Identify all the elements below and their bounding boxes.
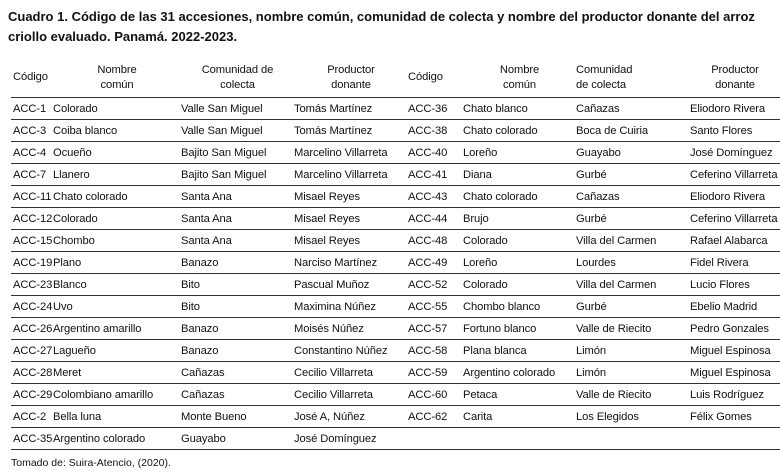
cell-productor: Narciso Martínez — [294, 252, 408, 274]
cell-codigo-right: ACC-58 — [408, 340, 463, 362]
cell-nombre-right: Plana blanca — [463, 340, 576, 362]
table-row — [11, 406, 780, 428]
cell-productor-right: Fidel Rivera — [690, 252, 780, 274]
cell-nombre: Argentino colorado — [53, 428, 181, 450]
cell-productor-right: Félix Gomes — [690, 406, 780, 428]
cell-comunidad-right: Gurbé — [576, 164, 690, 186]
cell-codigo: ACC-24 — [11, 296, 53, 318]
table-row — [11, 296, 780, 318]
table-row — [11, 340, 780, 362]
table-row — [11, 164, 780, 186]
cell-nombre-right: Carita — [463, 406, 576, 428]
cell-productor: Misael Reyes — [294, 208, 408, 230]
cell-comunidad-right: Cañazas — [576, 186, 690, 208]
cell-productor: José A, Núñez — [294, 406, 408, 428]
cell-comunidad-right: Lourdes — [576, 252, 690, 274]
header-comunidad-colecta: Comunidad de colecta — [181, 58, 294, 98]
table-row — [11, 428, 780, 450]
cell-comunidad: Bito — [181, 296, 294, 318]
cell-comunidad: Banazo — [181, 252, 294, 274]
cell-productor-right: Ebelio Madrid — [690, 296, 780, 318]
cell-comunidad-right — [576, 428, 690, 450]
cell-codigo-right: ACC-60 — [408, 384, 463, 406]
cell-productor: Cecilio Villarreta — [294, 384, 408, 406]
header-codigo: Código — [11, 58, 53, 98]
cell-productor: Maximina Núñez — [294, 296, 408, 318]
cell-comunidad: Cañazas — [181, 362, 294, 384]
cell-productor: Tomás Martínez — [294, 98, 408, 120]
cell-comunidad-right: Valle de Riecito — [576, 384, 690, 406]
header-nombre-comun: Nombre común — [53, 58, 181, 98]
cell-nombre-right: Chato colorado — [463, 120, 576, 142]
cell-nombre: Colorado — [53, 98, 181, 120]
cell-codigo: ACC-28 — [11, 362, 53, 384]
cell-nombre-right: Chato colorado — [463, 186, 576, 208]
cell-productor-right: Miguel Espinosa — [690, 340, 780, 362]
cell-comunidad-right: Villa del Carmen — [576, 274, 690, 296]
cell-codigo: ACC-11 — [11, 186, 53, 208]
header-codigo-right: Código — [408, 58, 463, 98]
cell-productor: Constantino Núñez — [294, 340, 408, 362]
cell-nombre: Blanco — [53, 274, 181, 296]
cell-productor-right: Rafael Alabarca — [690, 230, 780, 252]
cell-nombre-right: Diana — [463, 164, 576, 186]
cell-productor-right: Pedro Gonzales — [690, 318, 780, 340]
cell-nombre-right: Chato blanco — [463, 98, 576, 120]
cell-productor-right: Ceferino Villarreta — [690, 208, 780, 230]
cell-productor: Misael Reyes — [294, 230, 408, 252]
table-row — [11, 186, 780, 208]
cell-codigo-right: ACC-52 — [408, 274, 463, 296]
table-row — [11, 120, 780, 142]
cell-productor-right: José Domínguez — [690, 142, 780, 164]
cell-comunidad: Bito — [181, 274, 294, 296]
cell-nombre: Lagueño — [53, 340, 181, 362]
source-note: Tomado de: Suira-Atencio, (2020). — [11, 457, 171, 469]
header-comunidad-colecta-right: Comunidad de colecta — [576, 58, 690, 98]
cell-productor: Cecilio Villarreta — [294, 362, 408, 384]
table-body — [11, 98, 780, 450]
cell-codigo-right: ACC-59 — [408, 362, 463, 384]
cell-codigo-right: ACC-62 — [408, 406, 463, 428]
table-row — [11, 142, 780, 164]
cell-productor-right: Santo Flores — [690, 120, 780, 142]
cell-nombre-right: Argentino colorado — [463, 362, 576, 384]
cell-codigo-right: ACC-40 — [408, 142, 463, 164]
cell-codigo-right — [408, 428, 463, 450]
cell-nombre: Meret — [53, 362, 181, 384]
cell-codigo: ACC-27 — [11, 340, 53, 362]
cell-nombre-right: Colorado — [463, 274, 576, 296]
cell-codigo: ACC-2 — [11, 406, 53, 428]
header-productor-donante: Productor donante — [294, 58, 408, 98]
cell-nombre-right: Fortuno blanco — [463, 318, 576, 340]
cell-nombre-right: Loreño — [463, 252, 576, 274]
cell-comunidad-right: Gurbé — [576, 208, 690, 230]
cell-comunidad-right: Limón — [576, 362, 690, 384]
cell-nombre: Colombiano amarillo — [53, 384, 181, 406]
table-row — [11, 362, 780, 384]
cell-comunidad-right: Cañazas — [576, 98, 690, 120]
cell-productor-right: Eliodoro Rivera — [690, 98, 780, 120]
cell-productor: José Domínguez — [294, 428, 408, 450]
cell-codigo: ACC-1 — [11, 98, 53, 120]
cell-comunidad: Valle San Miguel — [181, 98, 294, 120]
table-row — [11, 384, 780, 406]
cell-comunidad-right: Los Elegidos — [576, 406, 690, 428]
cell-nombre-right: Loreño — [463, 142, 576, 164]
cell-comunidad: Monte Bueno — [181, 406, 294, 428]
cell-comunidad: Bajito San Miguel — [181, 164, 294, 186]
cell-nombre-right: Chombo blanco — [463, 296, 576, 318]
cell-codigo-right: ACC-36 — [408, 98, 463, 120]
cell-nombre-right: Petaca — [463, 384, 576, 406]
cell-codigo: ACC-12 — [11, 208, 53, 230]
cell-nombre: Colorado — [53, 208, 181, 230]
cell-nombre: Ocueño — [53, 142, 181, 164]
cell-codigo-right: ACC-43 — [408, 186, 463, 208]
cell-productor-right: Ceferino Villarreta — [690, 164, 780, 186]
accessions-table — [11, 58, 780, 450]
table-row — [11, 98, 780, 120]
table-caption: Cuadro 1. Código de las 31 accesiones, nombre común, comunidad de colecta y nombre del productor donante del arroz criollo evaluado. Panamá. 2022-2023. — [8, 9, 755, 44]
cell-comunidad: Santa Ana — [181, 186, 294, 208]
cell-productor: Moisés Núñez — [294, 318, 408, 340]
table-row — [11, 208, 780, 230]
cell-nombre: Chombo — [53, 230, 181, 252]
cell-comunidad: Guayabo — [181, 428, 294, 450]
cell-codigo: ACC-7 — [11, 164, 53, 186]
cell-productor: Marcelino Villarreta — [294, 142, 408, 164]
cell-comunidad: Cañazas — [181, 384, 294, 406]
cell-comunidad-right: Gurbé — [576, 296, 690, 318]
cell-comunidad: Valle San Miguel — [181, 120, 294, 142]
table-header-row — [11, 58, 780, 98]
cell-nombre: Coiba blanco — [53, 120, 181, 142]
cell-comunidad-right: Limón — [576, 340, 690, 362]
cell-comunidad-right: Valle de Riecito — [576, 318, 690, 340]
table-row — [11, 230, 780, 252]
cell-productor-right: Miguel Espinosa — [690, 362, 780, 384]
cell-nombre: Chato colorado — [53, 186, 181, 208]
cell-codigo-right: ACC-57 — [408, 318, 463, 340]
cell-comunidad: Banazo — [181, 318, 294, 340]
cell-codigo: ACC-29 — [11, 384, 53, 406]
cell-nombre: Llanero — [53, 164, 181, 186]
cell-codigo-right: ACC-44 — [408, 208, 463, 230]
cell-nombre: Uvo — [53, 296, 181, 318]
cell-productor: Misael Reyes — [294, 186, 408, 208]
cell-productor: Tomás Martínez — [294, 120, 408, 142]
cell-productor-right: Eliodoro Rivera — [690, 186, 780, 208]
cell-codigo-right: ACC-48 — [408, 230, 463, 252]
cell-productor-right — [690, 428, 780, 450]
cell-nombre: Plano — [53, 252, 181, 274]
cell-codigo: ACC-19 — [11, 252, 53, 274]
cell-codigo-right: ACC-55 — [408, 296, 463, 318]
table-row — [11, 318, 780, 340]
cell-nombre-right: Colorado — [463, 230, 576, 252]
cell-comunidad-right: Boca de Cuiria — [576, 120, 690, 142]
cell-nombre-right — [463, 428, 576, 450]
cell-comunidad: Bajito San Miguel — [181, 142, 294, 164]
cell-productor-right: Luis Rodríguez — [690, 384, 780, 406]
cell-codigo: ACC-4 — [11, 142, 53, 164]
cell-comunidad-right: Villa del Carmen — [576, 230, 690, 252]
cell-comunidad: Banazo — [181, 340, 294, 362]
cell-codigo-right: ACC-41 — [408, 164, 463, 186]
cell-codigo-right: ACC-38 — [408, 120, 463, 142]
cell-nombre: Argentino amarillo — [53, 318, 181, 340]
cell-comunidad: Santa Ana — [181, 230, 294, 252]
cell-codigo: ACC-23 — [11, 274, 53, 296]
cell-codigo: ACC-15 — [11, 230, 53, 252]
cell-codigo: ACC-35 — [11, 428, 53, 450]
cell-nombre: Bella luna — [53, 406, 181, 428]
cell-codigo-right: ACC-49 — [408, 252, 463, 274]
cell-productor-right: Lucio Flores — [690, 274, 780, 296]
cell-nombre-right: Brujo — [463, 208, 576, 230]
header-nombre-comun-right: Nombre común — [463, 58, 576, 98]
cell-codigo: ACC-3 — [11, 120, 53, 142]
header-productor-donante-right: Productor donante — [690, 58, 780, 98]
cell-comunidad: Santa Ana — [181, 208, 294, 230]
cell-productor: Pascual Muñoz — [294, 274, 408, 296]
table-row — [11, 274, 780, 296]
cell-productor: Marcelino Villarreta — [294, 164, 408, 186]
cell-comunidad-right: Guayabo — [576, 142, 690, 164]
cell-codigo: ACC-26 — [11, 318, 53, 340]
table-row — [11, 252, 780, 274]
